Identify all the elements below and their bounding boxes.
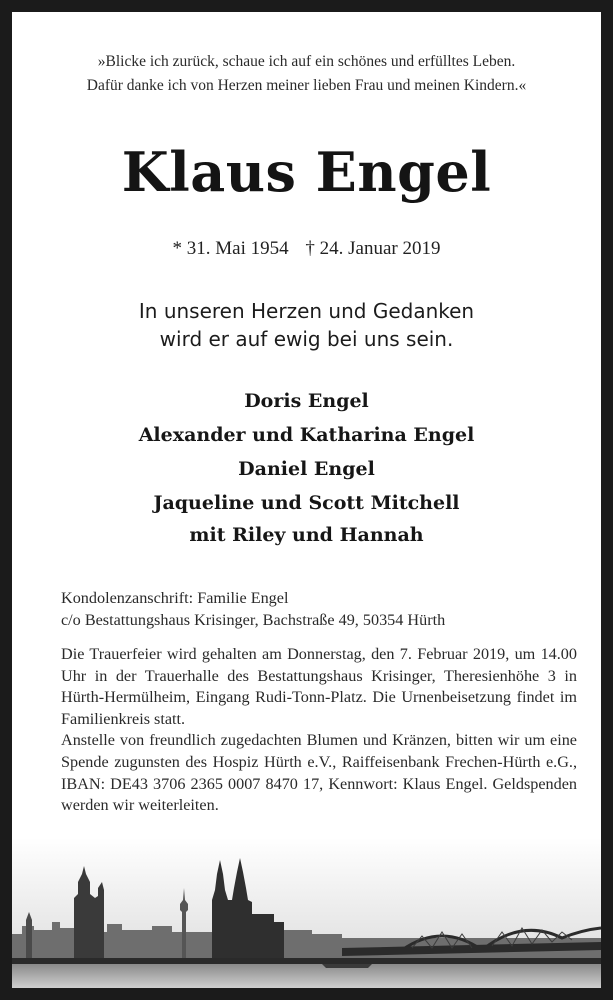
boat-silhouette: [322, 964, 372, 968]
motto-line-2: wird er auf ewig bei uns sein.: [159, 327, 454, 351]
condolence-line-1: Kondolenzanschrift: Familie Engel: [61, 589, 289, 607]
quote-line-1: »Blicke ich zurück, schaue ich auf ein schönes und erfülltes Leben.: [97, 53, 516, 70]
epigraph-quote: [12, 50, 601, 98]
tower-silhouette: [26, 912, 32, 962]
birth-date: * 31. Mai 1954: [172, 238, 289, 259]
funeral-notice: [61, 644, 577, 817]
memorial-motto: [12, 297, 601, 353]
cologne-skyline-image: [12, 838, 601, 988]
condolence-line-2: c/o Bestattungshaus Krisinger, Bachstraße 49, 50354 Hürth: [61, 610, 446, 629]
motto-line-1: In unseren Herzen und Gedanken: [138, 299, 475, 323]
mourner-name: mit Riley und Hannah: [189, 524, 424, 546]
embankment: [12, 958, 601, 964]
death-date: † 24. Januar 2019: [305, 238, 441, 259]
river-water: [12, 964, 601, 988]
deceased-name: Klaus Engel: [121, 140, 492, 204]
quote-line-2: Dafür danke ich von Herzen meiner lieben Frau und meinen Kindern.«: [86, 77, 527, 94]
donation-text: Anstelle von freundlich zugedachten Blumen und Kränzen, bitten wir um eine Spende zugunsten des Hospiz Hürth e.V., Raiffeisenbank Frechen-Hürth e.G., IBAN: DE43 3706 2365 0007 8470 17, Kennwort: Klaus Engel. Geldspenden werden wir weiterleiten.: [61, 731, 577, 815]
mourner-name: Doris Engel: [244, 390, 369, 412]
mourner-name: Alexander und Katharina Engel: [138, 424, 475, 446]
mourners-list: [12, 384, 601, 550]
life-dates: [12, 238, 601, 260]
mourner-name: Jaqueline und Scott Mitchell: [153, 492, 460, 514]
condolence-address: [61, 588, 577, 631]
ceremony-text: Die Trauerfeier wird gehalten am Donnerstag, den 7. Februar 2019, um 14.00 Uhr in der Trauerhalle des Bestattungshaus Krisinger, Theresienhöhe 3 in Hürth-Hermülheim, Eingang Rudi-Tonn-Platz. Die Urnenbeisetzung findet im Familienkreis statt.: [61, 645, 577, 728]
mourner-name: Daniel Engel: [238, 458, 375, 480]
